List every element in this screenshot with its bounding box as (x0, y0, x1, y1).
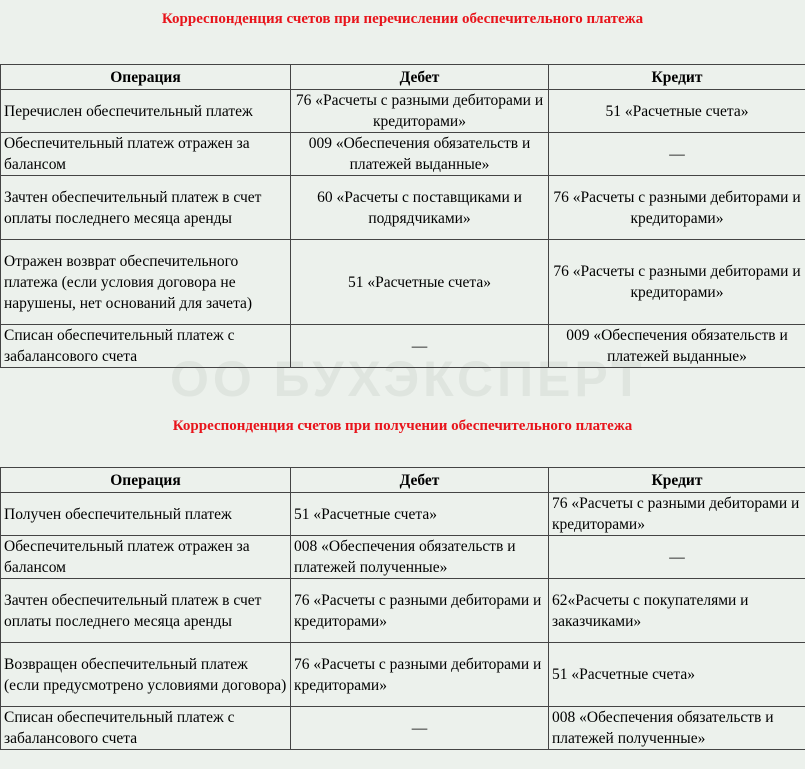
table-row (1, 493, 805, 536)
credit-cell: 009 «Обеспечения обязательств и платежей выданные» (549, 325, 805, 368)
table-row (1, 536, 805, 579)
table-row (1, 133, 805, 176)
credit-cell: 76 «Расчеты с разными дебиторами и кредиторами» (549, 176, 805, 240)
section-title-transfer: Корреспонденция счетов при перечислении обеспечительного платежа (161, 11, 644, 27)
table-row (1, 90, 805, 133)
table-header-row (1, 468, 805, 493)
header-debit: Дебет (291, 65, 549, 90)
operation-cell: Возвращен обеспечительный платеж (если предусмотрено условиями договора) (1, 643, 291, 707)
credit-cell: 51 «Расчетные счета» (549, 643, 805, 707)
debit-cell: 51 «Расчетные счета» (291, 493, 549, 536)
debit-cell: 60 «Расчеты с поставщиками и подрядчиками» (291, 176, 549, 240)
table-row (1, 707, 805, 750)
debit-cell: 009 «Обеспечения обязательств и платежей выданные» (291, 133, 549, 176)
header-operation: Операция (1, 65, 291, 90)
receipt-accounts-table (0, 467, 805, 750)
section-title-receipt: Корреспонденция счетов при получении обеспечительного платежа (172, 418, 633, 434)
header-operation: Операция (1, 468, 291, 493)
header-credit: Кредит (549, 65, 805, 90)
operation-cell: Списан обеспечительный платеж с забалансового счета (1, 325, 291, 368)
header-credit: Кредит (549, 468, 805, 493)
table-header-row (1, 65, 805, 90)
debit-cell: 51 «Расчетные счета» (291, 240, 549, 325)
debit-cell: 76 «Расчеты с разными дебиторами и кредиторами» (291, 643, 549, 707)
operation-cell: Обеспечительный платеж отражен за балансом (1, 133, 291, 176)
operation-cell: Перечислен обеспечительный платеж (1, 90, 291, 133)
operation-cell: Зачтен обеспечительный платеж в счет оплаты последнего месяца аренды (1, 579, 291, 643)
credit-cell: 51 «Расчетные счета» (549, 90, 805, 133)
credit-cell: 76 «Расчеты с разными дебиторами и кредиторами» (549, 240, 805, 325)
debit-cell: 76 «Расчеты с разными дебиторами и кредиторами» (291, 90, 549, 133)
debit-cell: 76 «Расчеты с разными дебиторами и кредиторами» (291, 579, 549, 643)
debit-cell: — (291, 707, 549, 750)
watermark-logo: ОО БУХЭКСПЕРТ (170, 351, 646, 407)
table-row (1, 176, 805, 240)
debit-cell: — (291, 325, 549, 368)
operation-cell: Отражен возврат обеспечительного платежа (если условия договора не нарушены, нет оснований для зачета) (1, 240, 291, 325)
credit-cell: 76 «Расчеты с разными дебиторами и кредиторами» (549, 493, 805, 536)
table-row (1, 325, 805, 368)
table-row (1, 643, 805, 707)
header-debit: Дебет (291, 468, 549, 493)
operation-cell: Зачтен обеспечительный платеж в счет оплаты последнего месяца аренды (1, 176, 291, 240)
operation-cell: Обеспечительный платеж отражен за балансом (1, 536, 291, 579)
credit-cell: — (549, 133, 805, 176)
table-row (1, 579, 805, 643)
debit-cell: 008 «Обеспечения обязательств и платежей полученные» (291, 536, 549, 579)
operation-cell: Получен обеспечительный платеж (1, 493, 291, 536)
credit-cell: 008 «Обеспечения обязательств и платежей полученные» (549, 707, 805, 750)
operation-cell: Списан обеспечительный платеж с забалансового счета (1, 707, 291, 750)
transfer-accounts-table (0, 64, 805, 368)
credit-cell: 62«Расчеты с покупателями и заказчиками» (549, 579, 805, 643)
credit-cell: — (549, 536, 805, 579)
table-row (1, 240, 805, 325)
